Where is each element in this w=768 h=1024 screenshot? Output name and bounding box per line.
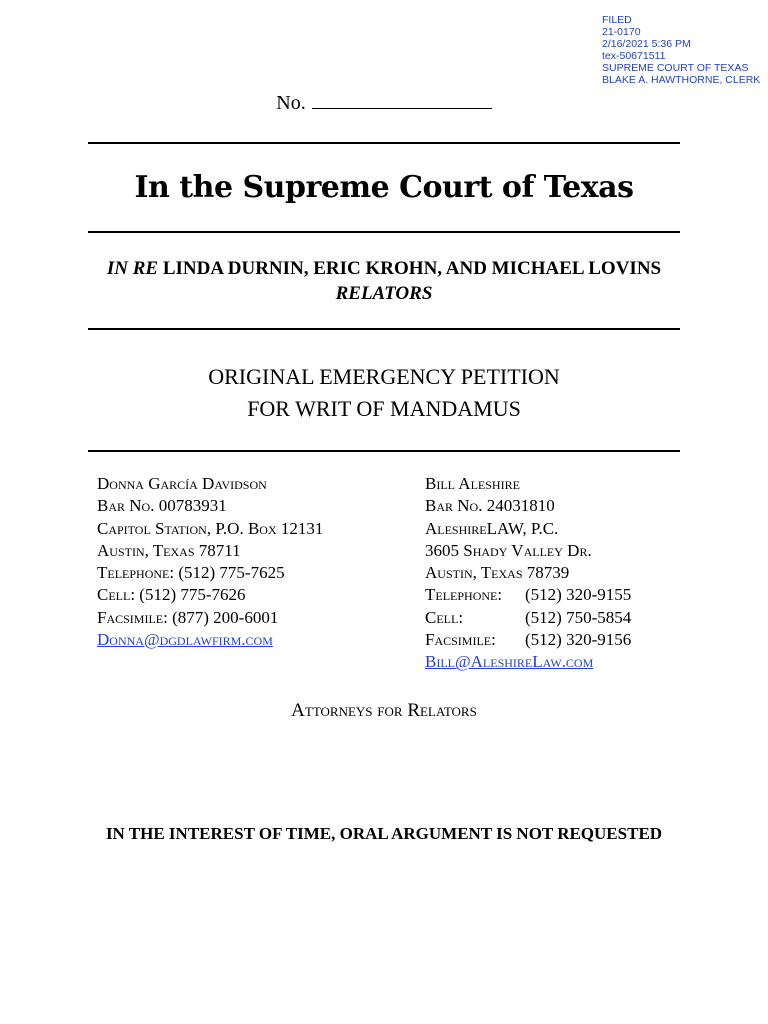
attorneys-for: Attorneys for Relators	[291, 700, 477, 721]
stamp-line: 2/16/2021 5:36 PM	[602, 38, 691, 50]
attorney-telephone: Telephone: (512) 775-7625	[97, 563, 285, 583]
attorney-bar-number: Bar No. 24031810	[425, 496, 555, 516]
attorney-name: Donna García Davidson	[97, 474, 267, 493]
fax-value: (512) 320-9156	[525, 630, 632, 650]
telephone-value: (512) 320-9155	[525, 585, 632, 605]
stamp-line: SUPREME COURT OF TEXAS	[602, 62, 749, 74]
oral-argument-statement: IN THE INTEREST OF TIME, ORAL ARGUMENT IS NOT REQUESTED	[105, 824, 663, 843]
fax-label: Facsimile:	[425, 630, 496, 650]
attorney-address: Capitol Station, P.O. Box 12131	[97, 518, 324, 538]
cell-value: (512) 750-5854	[525, 607, 632, 627]
attorney-telephone	[425, 584, 631, 606]
attorney-fax	[425, 629, 631, 651]
case-number-label: No.	[276, 92, 306, 114]
document-title-line: ORIGINAL EMERGENCY PETITION	[208, 364, 560, 389]
stamp-line: BLAKE A. HAWTHORNE, CLERK	[602, 74, 761, 86]
attorney-bar-number: Bar No. 00783931	[97, 496, 227, 516]
document-title	[0, 361, 768, 425]
divider	[88, 328, 680, 330]
telephone-label: Telephone:	[425, 585, 503, 605]
attorney-fax: Facsimile: (877) 200-6001	[97, 607, 279, 627]
divider	[88, 450, 680, 452]
attorney-address: Austin, Texas 78739	[425, 563, 570, 583]
attorney-cell	[425, 607, 631, 629]
attorney-block-left	[97, 473, 323, 651]
divider	[88, 142, 680, 144]
attorney-address: Austin, Texas 78711	[97, 540, 241, 560]
attorney-name: Bill Aleshire	[425, 474, 520, 493]
stamp-line: tex-50671511	[602, 50, 666, 62]
case-number	[0, 92, 768, 115]
document-title-line: FOR WRIT OF MANDAMUS	[247, 396, 521, 421]
stamp-line: FILED	[602, 14, 632, 26]
case-number-blank	[312, 92, 492, 109]
attorney-firm: AleshireLAW, P.C.	[425, 518, 559, 538]
court-title: In the Supreme Court of Texas	[134, 170, 634, 205]
case-caption	[0, 256, 768, 306]
filing-stamp	[602, 14, 760, 86]
caption-prefix: IN RE	[106, 258, 159, 279]
attorney-address: 3605 Shady Valley Dr.	[425, 540, 592, 560]
stamp-line: 21-0170	[602, 26, 641, 38]
attorney-email-link[interactable]: Bill@AleshireLaw.com	[425, 652, 594, 672]
attorney-block-right	[425, 473, 631, 674]
attorney-email-link[interactable]: Donna@dgdlawfirm.com	[97, 630, 273, 650]
attorney-cell: Cell: (512) 775-7626	[97, 585, 246, 605]
caption-parties: LINDA DURNIN, ERIC KROHN, AND MICHAEL LOVINS	[162, 258, 662, 279]
cell-label: Cell:	[425, 607, 464, 627]
caption-role: RELATORS	[335, 283, 433, 304]
divider	[88, 231, 680, 233]
